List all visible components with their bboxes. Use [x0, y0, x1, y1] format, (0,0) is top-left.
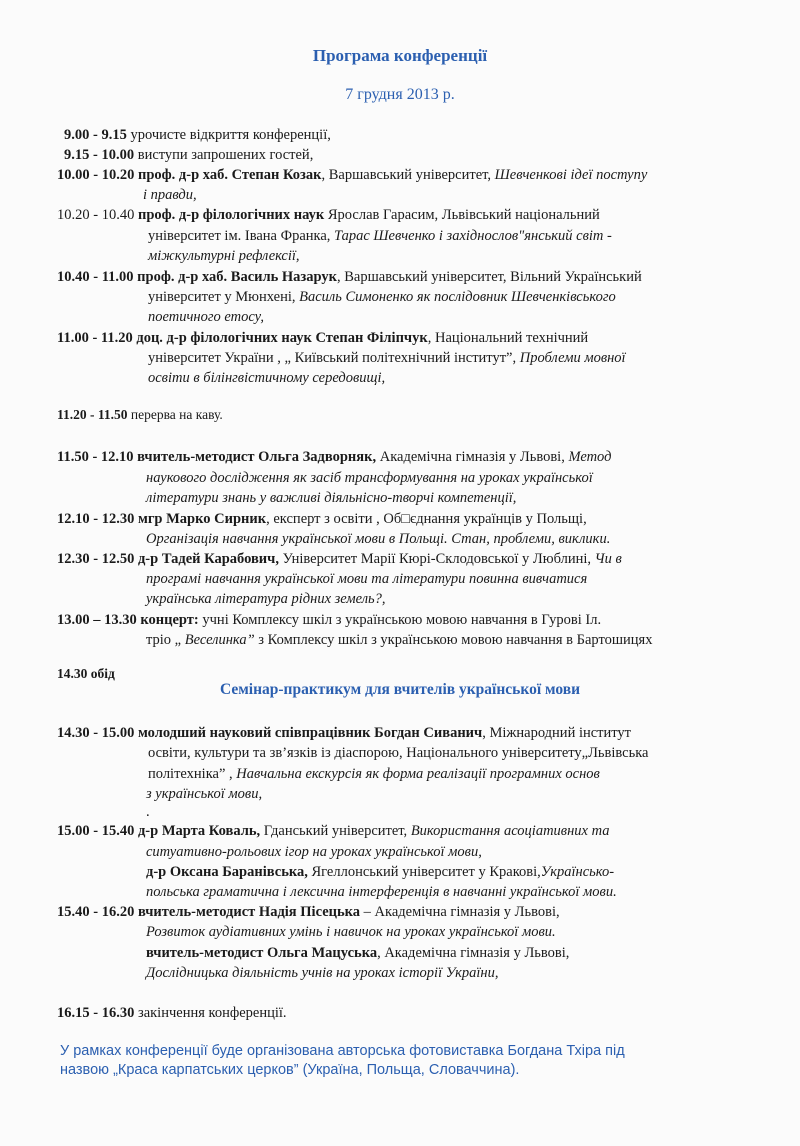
affiliation: , Академічна гімназія у Львові,: [377, 945, 570, 961]
talk-title: українська література рідних земель?,: [146, 591, 386, 607]
program-line: [57, 405, 223, 424]
speaker-name: проф. д-р хаб. Степан Козак: [134, 167, 322, 183]
talk-title: програмі навчання української мови та літератури повинна вивчатися: [146, 571, 588, 587]
affiliation: освіти, культури та зв’язків із діаспорою, Національного університету„Львівська: [148, 745, 649, 761]
program-line: [146, 863, 614, 882]
talk-title: Організація навчання української мови в Польщі. Стан, проблеми, виклики.: [146, 531, 611, 547]
speaker-name: молодший науковий співпрацівник Богдан Сиванич: [134, 725, 483, 741]
talk-title: Використання асоціативних та: [410, 823, 610, 839]
talk-title: поетичного етосу,: [148, 309, 264, 325]
program-line: [146, 631, 652, 650]
program-line: [148, 227, 612, 246]
program-line: [146, 964, 499, 983]
affiliation: Ягеллонський університет у Кракові,: [307, 864, 541, 880]
program-line: [57, 611, 601, 630]
affiliation: Ярослав Гарасим, Львівський національний: [324, 207, 600, 223]
program-line: [148, 765, 600, 784]
talk-title: освіти в білінгвістичному середовищі,: [148, 370, 386, 386]
talk-title: Чи в: [594, 551, 622, 567]
program-line: [146, 469, 593, 488]
affiliation: університет України , „ Київський політехнічний інститут”,: [148, 350, 520, 366]
time-slot: 14.30 обід: [57, 666, 115, 681]
time-slot: 9.15 - 10.00: [64, 147, 135, 163]
item-text: закінчення конференції.: [134, 1005, 287, 1021]
time-slot: 15.40 - 16.20: [57, 904, 135, 920]
time-slot: 9.00 - 9.15: [64, 127, 127, 143]
program-line: [148, 744, 648, 763]
talk-title: з української мови,: [146, 786, 263, 802]
footer-note: назвою „Краса карпатських церков” (Україна, Польща, Словаччина).: [60, 1062, 520, 1078]
speaker-name: д-р Тадей Карабович,: [134, 551, 279, 567]
program-line: [146, 530, 610, 549]
item-text: .: [146, 804, 150, 820]
talk-title: Дослідницька діяльність учнів на уроках історії України,: [146, 965, 499, 981]
talk-title: Проблеми мовної: [519, 350, 626, 366]
speaker-name: вчитель-методист Ольга Задворняк,: [133, 449, 377, 465]
speaker-name: д-р Марта Коваль,: [134, 823, 261, 839]
speaker-name: д-р Оксана Баранівська,: [146, 864, 308, 880]
program-line: [146, 883, 617, 902]
program-line: [57, 166, 647, 185]
talk-title: Навчальна екскурсія як форма реалізації програмних основ: [236, 766, 600, 782]
program-line: [146, 944, 569, 963]
affiliation: політехніка” ,: [148, 766, 237, 782]
program-line: [148, 247, 300, 266]
time-slot: 14.30 - 15.00: [57, 725, 135, 741]
program-line: [146, 590, 385, 609]
talk-title: міжкультурні рефлексії,: [148, 248, 300, 264]
program-line: [57, 550, 622, 569]
event-label: концерт:: [136, 612, 199, 628]
program-line: [57, 206, 600, 225]
program-line: [57, 448, 611, 467]
program-line: [57, 822, 610, 841]
talk-title: ситуативно-рольових ігор на уроках української мови,: [146, 844, 482, 860]
time-slot: 15.00 - 15.40: [57, 823, 135, 839]
item-text: виступи запрошених гостей,: [134, 147, 314, 163]
program-line: [57, 724, 631, 743]
time-slot: 10.20 - 10.40: [57, 207, 135, 223]
affiliation: університет у Мюнхені,: [148, 289, 300, 305]
time-slot: 10.00 - 10.20: [57, 167, 135, 183]
program-line: [57, 903, 560, 922]
item-text: перерва на каву.: [127, 407, 223, 422]
time-slot: 13.00 – 13.30: [57, 612, 137, 628]
footer-note: У рамках конференції буде організована авторська фотовиставка Богдана Тхіра під: [60, 1043, 625, 1059]
affiliation: , експерт з освіти , Об□єднання українців у Польщі,: [266, 511, 587, 527]
time-slot: 10.40 - 11.00: [57, 269, 134, 285]
speaker-name: мгр Марко Сирник: [134, 511, 267, 527]
affiliation: , Варшавський університет, Вільний Український: [337, 269, 642, 285]
talk-title: Українсько-: [540, 864, 615, 880]
affiliation: Університет Марії Кюрі-Склодовської у Люблині,: [278, 551, 595, 567]
talk-title: Василь Симоненко як послідовник Шевченківського: [299, 289, 616, 305]
affiliation: Гданський університет,: [260, 823, 411, 839]
program-line: [146, 803, 150, 822]
program-line: [57, 329, 588, 348]
time-slot: 11.00 - 11.20: [57, 330, 133, 346]
talk-title: Розвиток аудіативних умінь і навичок на уроках української мови.: [146, 924, 556, 940]
speaker-title: проф. д-р філологічних наук: [134, 207, 325, 223]
program-line: [146, 489, 516, 508]
speaker-name: вчитель-методист Ольга Мацуська: [146, 945, 378, 961]
conference-date: 7 грудня 2013 р.: [345, 86, 455, 103]
talk-title: літератури знань у важливі діяльнісно-творчі компетенції,: [146, 490, 517, 506]
time-slot: 11.50 - 12.10: [57, 449, 134, 465]
page-title: Програма конференції: [312, 46, 488, 65]
talk-title: Метод: [568, 449, 612, 465]
program-line: [146, 923, 556, 942]
speaker-name: доц. д-р філологічних наук Степан Філіпчук: [132, 330, 428, 346]
speaker-name: вчитель-методист Надія Пісецька: [134, 904, 361, 920]
talk-title: Шевченкові ідеї поступу: [494, 167, 648, 183]
program-line: [148, 308, 264, 327]
affiliation: , Варшавський університет,: [321, 167, 495, 183]
program-line: [57, 1004, 287, 1023]
program-line: [64, 146, 313, 165]
speaker-name: проф. д-р хаб. Василь Назарук: [133, 269, 337, 285]
affiliation: Академічна гімназія у Львові,: [376, 449, 569, 465]
talk-title: наукового дослідження як засіб трансформування на уроках української: [146, 470, 593, 486]
affiliation: , Національний технічний: [427, 330, 589, 346]
affiliation: – Академічна гімназія у Львові,: [360, 904, 560, 920]
talk-title: і правди,: [143, 187, 197, 203]
time-slot: 12.30 - 12.50: [57, 551, 135, 567]
affiliation: , Міжнародний інститут: [482, 725, 632, 741]
program-line: [57, 510, 587, 529]
item-text: тріо „: [146, 632, 185, 648]
affiliation: університет ім. Івана Франка,: [148, 228, 335, 244]
talk-title: польська граматична і лексична інтерференція в навчанні української мови.: [146, 884, 617, 900]
item-text: урочисте відкриття конференції,: [126, 127, 331, 143]
time-slot: 12.10 - 12.30: [57, 511, 135, 527]
program-line: [148, 349, 626, 368]
program-line: [148, 369, 385, 388]
program-line: [146, 785, 262, 804]
item-text: з Комплексу шкіл з українською мовою навчання в Бартошицях: [254, 632, 653, 648]
program-line: [146, 570, 587, 589]
time-slot: 11.20 - 11.50: [57, 407, 128, 422]
program-line: [64, 126, 331, 145]
program-line: [146, 843, 482, 862]
ensemble-name: Веселинка”: [184, 632, 255, 648]
program-line: [148, 288, 616, 307]
seminar-heading: Семінар-практикум для вчителів української мови: [219, 681, 581, 698]
program-line: [143, 186, 197, 205]
time-slot: 16.15 - 16.30: [57, 1005, 135, 1021]
item-text: учні Комплексу шкіл з українською мовою навчання в Гурові Іл.: [198, 612, 602, 628]
program-line: [57, 268, 642, 287]
talk-title: Тарас Шевченко і західнослов"янський світ -: [334, 228, 612, 244]
